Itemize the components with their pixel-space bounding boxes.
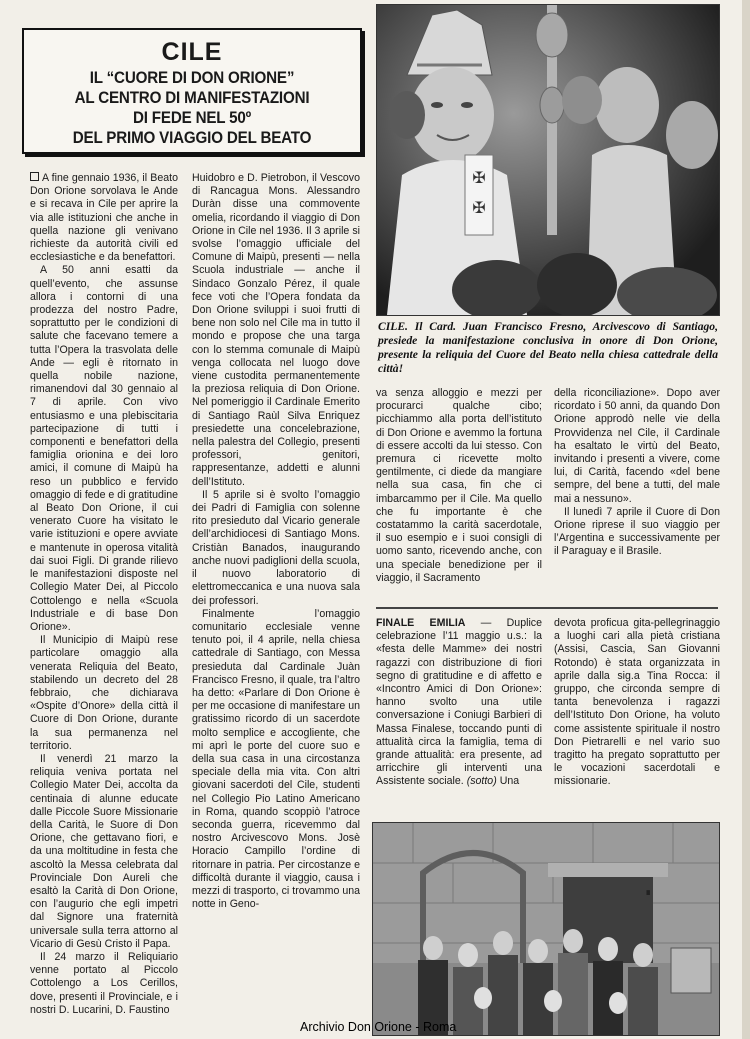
paragraph: Il venerdì 21 marzo la reliquia veniva portata nel Collegio Mater Dei, accolta da centinaia di alunne educate dalle Piccole Suore Missionarie della Carità, le Suore di Don Orione, che gettavano fiori, e da una moltitudine in festa che ascoltò la Messa celebrata dal Provinciale Don Aureli che esaltò la Carità di Don Orione, con l’augurio che egli impetri dal Signore una fraternità universale sulla terra attorno al Vicario di Gesù Cristo il Papa. xyxy=(30,752,178,950)
paragraph: della riconciliazione». Dopo aver ricordato i 50 anni, da quando Don Orione approdò nelle vie della Provvidenza nel Cile, il Cardinale ha esaltato le virtù del Beato, invitando i presenti a vivere, come lui, di Carità, facendo «del bene sempre, del bene a tutti, del male mai a nessuno». xyxy=(554,387,720,505)
paragraph: Il Municipio di Maipù rese particolare omaggio alla venerata Reliquia del Beato, stabilendo un decreto del 28 febbraio, che dichiarava «Ospite d’Onore» della città il Cuore di Don Orione, durante la sua permanenza nel territorio. xyxy=(30,634,178,752)
article-column-4 xyxy=(554,387,720,603)
svg-text:∎: ∎ xyxy=(645,887,652,898)
paragraph: FINALE EMILIA — Duplice celebrazione l’11 maggio u.s.: la «festa delle Mamme» dei nostri ragazzi con distribuzione di fiori segno di gratitudine e di affetto e «Incontro Amici di Don Orione»: hanno svolto una utile conversazione i Coniugi Barbieri di Massa Finalese, toccando punti di attualità circa la famiglia, tema di grande attualità: era presente, ad arricchire gli interventi una Assistente sociale. (sotto) Una xyxy=(376,617,542,788)
pilgrims-group-image xyxy=(373,823,719,1035)
photo-reference: (sotto) xyxy=(466,775,497,788)
headline-line: AL CENTRO DI MANIFESTAZIONI xyxy=(74,89,310,107)
paragraph: Il 5 aprile si è svolto l’omaggio dei Padri di Famiglia con solenne rito presieduto dal Vicario generale dell’archidiocesi di Santiago Mons. Cristiàn Banados, inaugurando anche nuovi padiglioni della scuola, il nuovo laboratorio di elettromeccanica e una nuova sala dei professori. xyxy=(192,488,360,607)
archive-footer: Archivio Don Orione - Roma xyxy=(300,1020,457,1034)
cardinal-photo xyxy=(376,4,720,316)
headline-country: CILE xyxy=(161,38,223,66)
article-column-2 xyxy=(192,172,360,1017)
article-column-3 xyxy=(376,387,542,603)
square-bullet-icon xyxy=(30,172,39,181)
paragraph: A 50 anni esatti da quell’evento, che assunse allora i contorni di una prodezza del nostro Padre, soprattutto per le condizioni di salute che facevano temere a tutta l’Opera la trasvolata delle Ande — egli è ritornato in quella nobile nazione, rimanendovi dal 30 gennaio al 7 di aprile. Con vivo entusiasmo e una plebiscitaria partecipazione di tutti i componenti e benefattori della famiglia orionina e dei loro amici, il comune di Maipù ha reso un pubblico e fervido omaggio di fede e di gratitudine al Beato Don Orione, il cui venerato Cuore ha visitato le varie istituzioni e opere avviate e mantenute in operosa vitalità dai suoi Figli. Di grande rilievo le manifestazioni disposte nel Collegio Mater Dei, al Piccolo Cottolengo e nella «Scuola Industriale e di base Don Orione». xyxy=(30,264,178,633)
headline-line: DEL PRIMO VIAGGIO DEL BEATO xyxy=(72,129,312,147)
headline-box xyxy=(22,28,362,154)
section-divider xyxy=(376,607,718,609)
article-column-1 xyxy=(30,172,178,1017)
section-title: FINALE EMILIA xyxy=(376,617,466,629)
headline-line: DI FEDE NEL 50º xyxy=(132,109,252,127)
paragraph: Il lunedì 7 aprile il Cuore di Don Orione riprese il suo viaggio per l’Argentina e successivamente per il Paraguay e il Brasile. xyxy=(554,505,720,558)
paragraph: Finalmente l’omaggio comunitario ecclesiale venne tenuto poi, il 4 aprile, nella chiesa cattedrale di Santiago, con Messa presieduta dal Cardinale Juàn Francisco Fresno, il quale, tra l’altro ha detto: «Parlare di Don Orione è per me occasione di manifestare un gratissimo ricordo di un sacerdote molto semplice e accogliente, che mi aprì le porte del cuore suo e della sua casa in una circostanza speciale della mia vita. Con altri giovani sacerdoti del Cile, studenti nel Collegio Pio Latino Americano in Roma, quando scoppiò l’atroce seconda guerra, ricevemmo dal nostro Arcivescovo Mons. Josè Horacio Campillo l’ordine di ritornare in patria. Per circostanze e difficoltà durante il viaggio, causa i mezzi di trasporto, ci trovammo una notte in Geno- xyxy=(192,607,360,911)
paragraph: Huidobro e D. Pietrobon, il Vescovo di Rancagua Mons. Alessandro Duràn disse una commovente omelia, ricordando il viaggio di Don Orione in Cile nel 1936. Il 3 aprile si svolse l’omaggio ufficiale del Comune di Maipù, presenti — nella Scuola industriale — anche il Sindaco Gonzalo Pérez, il quale fece voti che l’Opera fondata da Don Orione sviluppi i suoi frutti di bene non solo nel Cile ma in tutto il mondo e propose che una targa con lo stemma comunale di Maipù venga collocata nel luogo dove viene custodita permanentemente la preziosa reliquia di Don Orione. Nel pomeriggio il Cardinale Emerito di Santiago Raùl Silva Enriquez presiedette una concelebrazione, nella palestra del Collegio, presenti professori, genitori, rappresentanze, addetti e alunni dell’Istituto. xyxy=(192,172,360,488)
finale-emilia-column-1 xyxy=(376,617,542,807)
paragraph: devota proficua gita-pellegrinaggio a luoghi cari alla pietà cristiana (Assisi, Cascia, San Giovanni Rotondo) è stata organizzata in aprile dalla sig.a Tina Rocca: il gruppo, che circonda sempre di tanta benevolenza i ragazzi dell’Istituto Don Orione, ha voluto come assistente spirituale il nostro Don Pietrarelli e nel vario suo tragitto ha pregato soprattutto per le vocazioni sacerdotali e missionarie. xyxy=(554,617,720,788)
paragraph: A fine gennaio 1936, il Beato Don Orione sorvolava le Ande e si recava in Cile per aprire la via alle istituzioni che anche in quella nazione gli venivano richieste da autorità civili ed ecclesiastiche e da benefattori. xyxy=(30,172,178,264)
svg-text:✠: ✠ xyxy=(472,198,486,217)
paragraph: Il 24 marzo il Reliquiario venne portato al Piccolo Cottolengo a Los Cerillos, dove, presenti il Provinciale, e i nostri D. Lucarini, D. Faustino xyxy=(30,950,178,1016)
svg-text:✠: ✠ xyxy=(472,168,486,187)
cardinal-photo-image xyxy=(377,5,719,315)
finale-emilia-column-2 xyxy=(554,617,720,807)
headline-line: IL “CUORE DI DON ORIONE” xyxy=(89,69,295,87)
photo-caption: CILE. Il Card. Juan Francisco Fresno, Arcivescovo di Santiago, presiede la manifestazione conclusiva in onore di Don Orione, presente la reliquia del Cuore del Beato nella chiesa cattedrale della città! xyxy=(378,320,718,375)
page-edge xyxy=(742,0,750,1039)
pilgrims-group-photo xyxy=(372,822,720,1036)
paragraph: va senza alloggio e mezzi per procurarci qualche cibo; picchiammo alla porta dell’istituto di Don Orione e avemmo la fortuna di essere accolti da lui stesso. Con premura ci ricevette molto gentilmente, ci diede da mangiare nella sua casa, fin che ci imbarcammo per il Cile. Ma quello che fu importante è che costatammo la carità sacerdotale, il suo esempio e i suoi consigli di uomo santo, ricevendo anche, con una speciale benedizione per il viaggio, il Sacramento xyxy=(376,387,542,584)
